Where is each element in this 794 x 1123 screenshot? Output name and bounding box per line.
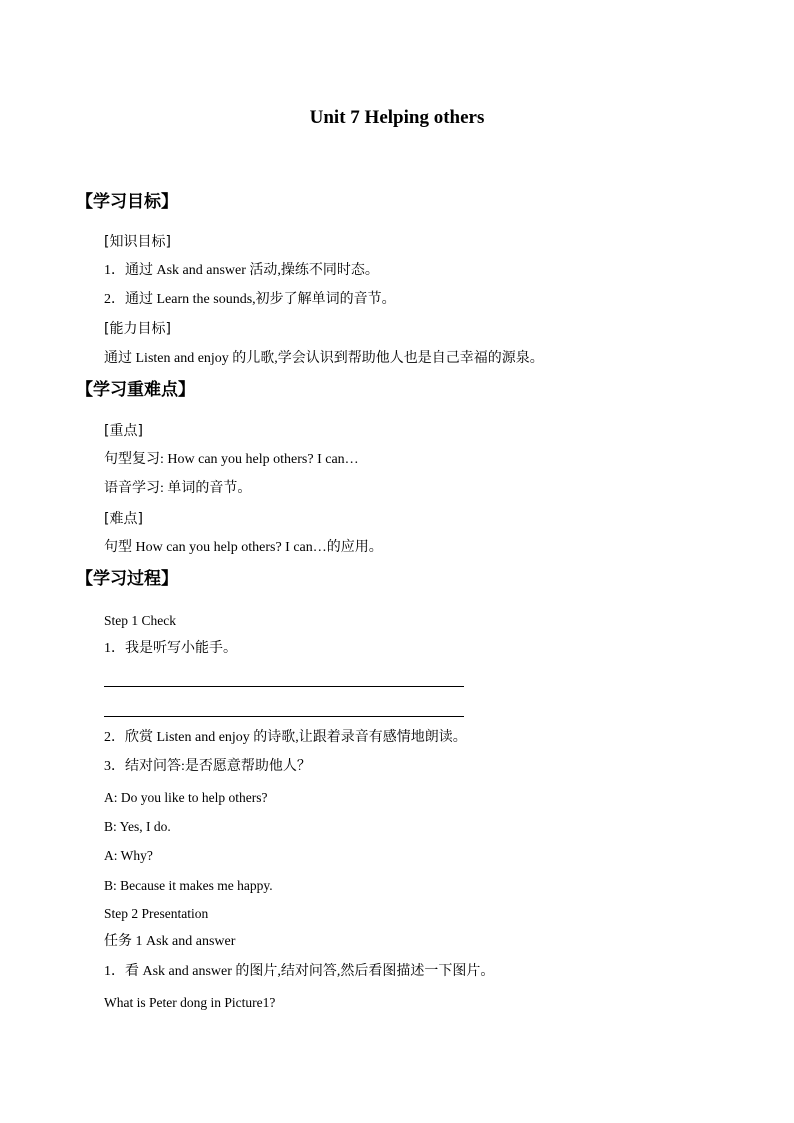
dialog-line: A: Do you like to help others? <box>104 790 268 805</box>
answer-line[interactable] <box>104 686 464 687</box>
dialog-line: A: Why? <box>104 848 153 863</box>
focus-label: [重点] <box>104 423 143 439</box>
section-heading-process: 【学习过程】 <box>76 569 178 589</box>
dialog-line: B: Because it makes me happy. <box>104 878 273 893</box>
ability-objective-label: [能力目标] <box>104 321 171 337</box>
step-heading: Step 2 Presentation <box>104 906 209 921</box>
difficulty-item: 句型 How can you help others? I can…的应用。 <box>104 540 383 555</box>
focus-item: 语音学习: 单词的音节。 <box>104 481 252 496</box>
knowledge-objective-item: 1．通过 Ask and answer 活动,操练不同时态。 <box>104 263 379 278</box>
question-line: What is Peter dong in Picture1? <box>104 995 276 1010</box>
page-title: Unit 7 Helping others <box>309 107 485 128</box>
step-heading: Step 1 Check <box>104 613 176 628</box>
answer-line[interactable] <box>104 716 464 717</box>
task-item: 1．看 Ask and answer 的图片,结对问答,然后看图描述一下图片。 <box>104 964 495 979</box>
knowledge-objective-item: 2．通过 Learn the sounds,初步了解单词的音节。 <box>104 292 396 307</box>
ability-objective-item: 通过 Listen and enjoy 的儿歌,学会认识到帮助他人也是自己幸福的源泉。 <box>104 351 544 366</box>
section-heading-key-points: 【学习重难点】 <box>76 380 195 400</box>
knowledge-objective-label: [知识目标] <box>104 234 171 250</box>
dialog-line: B: Yes, I do. <box>104 819 171 834</box>
focus-item: 句型复习: How can you help others? I can… <box>104 452 359 467</box>
task-item: 2．欣赏 Listen and enjoy 的诗歌,让跟着录音有感情地朗读。 <box>104 730 467 745</box>
section-heading-objectives: 【学习目标】 <box>76 192 178 212</box>
task-item: 1．我是听写小能手。 <box>104 641 237 656</box>
task-group-heading: 任务 1 Ask and answer <box>104 934 236 949</box>
task-item: 3．结对问答:是否愿意帮助他人？ <box>104 759 311 774</box>
difficulty-label: [难点] <box>104 511 143 527</box>
